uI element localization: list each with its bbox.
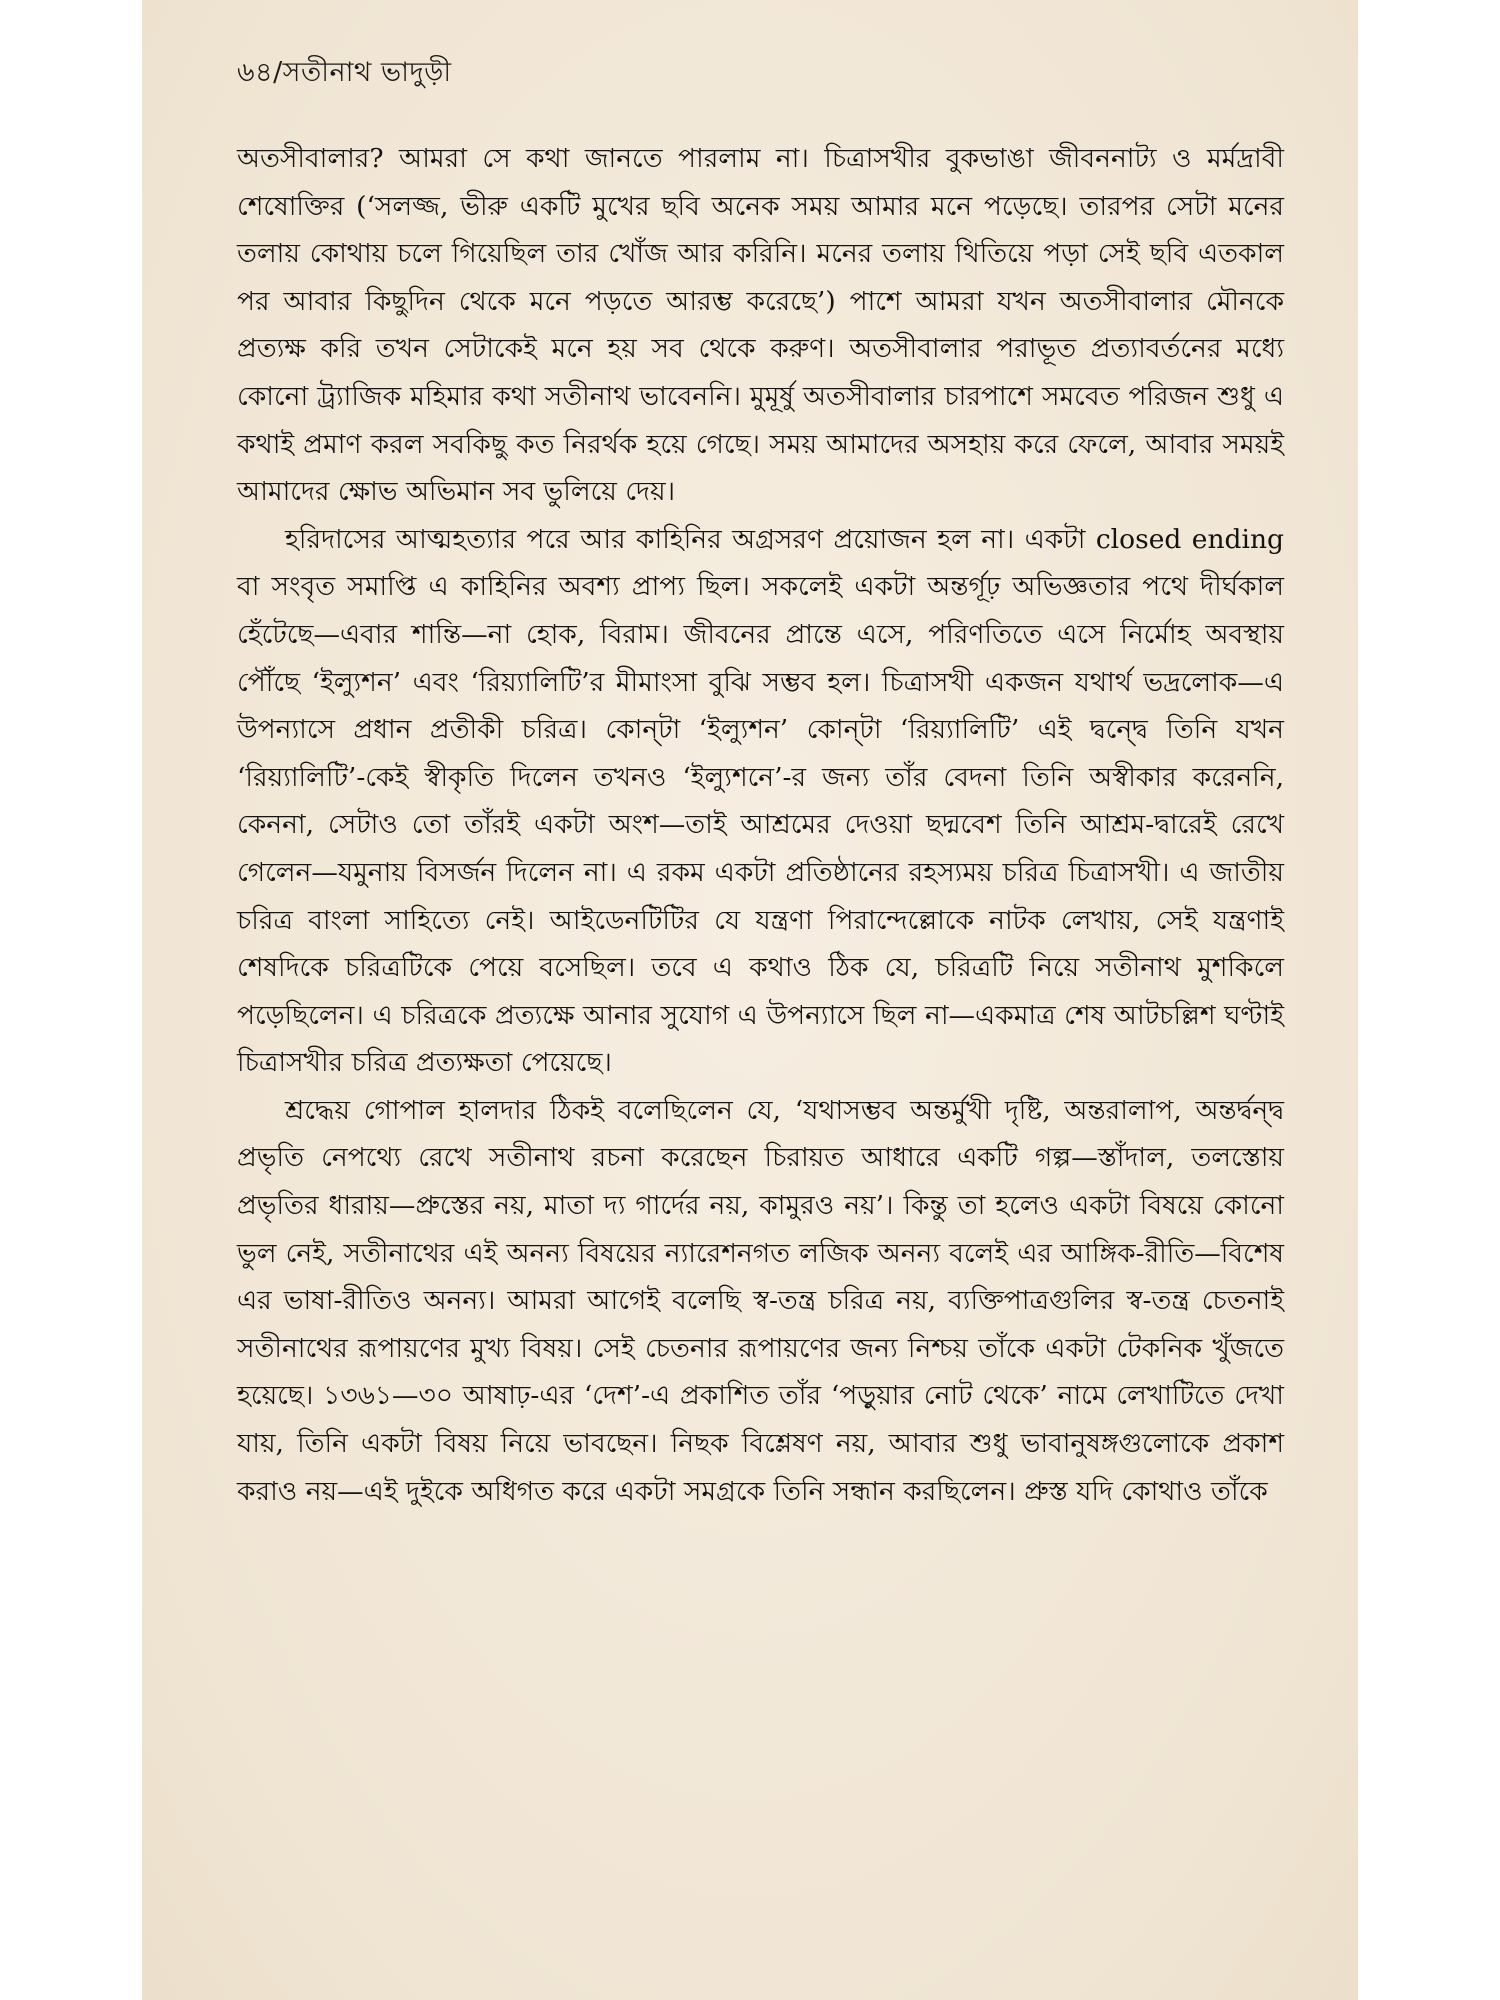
body-text [237,135,1284,1515]
paragraph-2: হরিদাসের আত্মহত্যার পরে আর কাহিনির অগ্রসরণ প্রয়োজন হল না। একটা closed ending বা সংবৃত সমাপ্তি এ কাহিনির অবশ্য প্রাপ্য ছিল। সকলেই একটা অন্তর্গূঢ় অভিজ্ঞতার পথে দীর্ঘকাল হেঁটেছে—এবার শান্তি—না হোক, বিরাম। জীবনের প্রান্তে এসে, পরিণতিতে এসে নির্মোহ অবস্থায় পৌঁছে ‘ইল্যুশন’ এবং ‘রিয়্যালিটি’র মীমাংসা বুঝি সম্ভব হল। চিত্রাসখী একজন যথার্থ ভদ্রলোক—এ উপন্যাসে প্রধান প্রতীকী চরিত্র। কোন্‌টা ‘ইল্যুশন’ কোন্‌টা ‘রিয়্যালিটি’ এই দ্বন্দ্বে তিনি যখন ‘রিয়্যালিটি’-কেই স্বীকৃতি দিলেন তখনও ‘ইল্যুশনে’-র জন্য তাঁর বেদনা তিনি অস্বীকার করেননি, কেননা, সেটাও তো তাঁরই একটা অংশ—তাই আশ্রমের দেওয়া ছদ্মবেশ তিনি আশ্রম-দ্বারেই রেখে গেলেন—যমুনায় বিসর্জন দিলেন না। এ রকম একটা প্রতিষ্ঠানের রহস্যময় চরিত্র চিত্রাসখী। এ জাতীয় চরিত্র বাংলা সাহিত্যে নেই। আইডেনটিটির যে যন্ত্রণা পিরান্দেল্লোকে নাটক লেখায়, সেই যন্ত্রণাই শেষদিকে চরিত্রটিকে পেয়ে বসেছিল। তবে এ কথাও ঠিক যে, চরিত্রটি নিয়ে সতীনাথ মুশকিলে পড়েছিলেন। এ চরিত্রকে প্রত্যক্ষে আনার সুযোগ এ উপন্যাসে ছিল না—একমাত্র শেষ আটচল্লিশ ঘণ্টাই চিত্রাসখীর চরিত্র প্রত্যক্ষতা পেয়েছে। [237,523,1284,1079]
paragraph-3: শ্রদ্ধেয় গোপাল হালদার ঠিকই বলেছিলেন যে, ‘যথাসম্ভব অন্তর্মুখী দৃষ্টি, অন্তরালাপ, অন্তর্দ্বন্দ্ব প্রভৃতি নেপথ্যে রেখে সতীনাথ রচনা করেছেন চিরায়ত আধারে একটি গল্প—স্তাঁদাল, তলস্তোয় প্রভৃতির ধারায়—প্রুস্তের নয়, মাতা দ্য গার্দের নয়, কামুরও নয়’। কিন্তু তা হলেও একটা বিষয়ে কোনো ভুল নেই, সতীনাথের এই অনন্য বিষয়ের ন্যারেশনগত লজিক অনন্য বলেই এর আঙ্গিক-রীতি—বিশেষ এর ভাষা-রীতিও অনন্য। আমরা আগেই বলেছি স্ব-তন্ত্র চরিত্র নয়, ব্যক্তিপাত্রগুলির স্ব-তন্ত্র চেতনাই সতীনাথের রূপায়ণের মুখ্য বিষয়। সেই চেতনার রূপায়ণের জন্য নিশ্চয় তাঁকে একটা টেকনিক খুঁজতে হয়েছে। ১৩৬১—৩০ আষাঢ়-এর ‘দেশ’-এ প্রকাশিত তাঁর ‘পড়ুয়ার নোট থেকে’ নামে লেখাটিতে দেখা যায়, তিনি একটা বিষয় নিয়ে ভাবছেন। নিছক বিশ্লেষণ নয়, আবার শুধু ভাবানুষঙ্গগুলোকে প্রকাশ করাও নয়—এই দুইকে অধিগত করে একটা সমগ্রকে তিনি সন্ধান করছিলেন। প্রুস্ত যদি কোথাও তাঁকে [237,1094,1284,1507]
running-head: ৬৪/সতীনাথ ভাদুড়ী [237,57,452,88]
book-page [142,0,1358,2000]
paragraph-1: অতসীবালার? আমরা সে কথা জানতে পারলাম না। চিত্রাসখীর বুকভাঙা জীবননাট্য ও মর্মদ্রাবী শেষোক্তির (‘সলজ্জ, ভীরু একটি মুখের ছবি অনেক সময় আমার মনে পড়েছে। তারপর সেটা মনের তলায় কোথায় চলে গিয়েছিল তার খোঁজ আর করিনি। মনের তলায় থিতিয়ে পড়া সেই ছবি এতকাল পর আবার কিছুদিন থেকে মনে পড়তে আরম্ভ করেছে’) পাশে আমরা যখন অতসীবালার মৌনকে প্রত্যক্ষ করি তখন সেটাকেই মনে হয় সব থেকে করুণ। অতসীবালার পরাভূত প্রত্যাবর্তনের মধ্যে কোনো ট্র্যাজিক মহিমার কথা সতীনাথ ভাবেননি। মুমূর্ষু অতসীবালার চারপাশে সমবেত পরিজন শুধু এ কথাই প্রমাণ করল সবকিছু কত নিরর্থক হয়ে গেছে। সময় আমাদের অসহায় করে ফেলে, আবার সময়ই আমাদের ক্ষোভ অভিমান সব ভুলিয়ে দেয়। [237,143,1284,508]
